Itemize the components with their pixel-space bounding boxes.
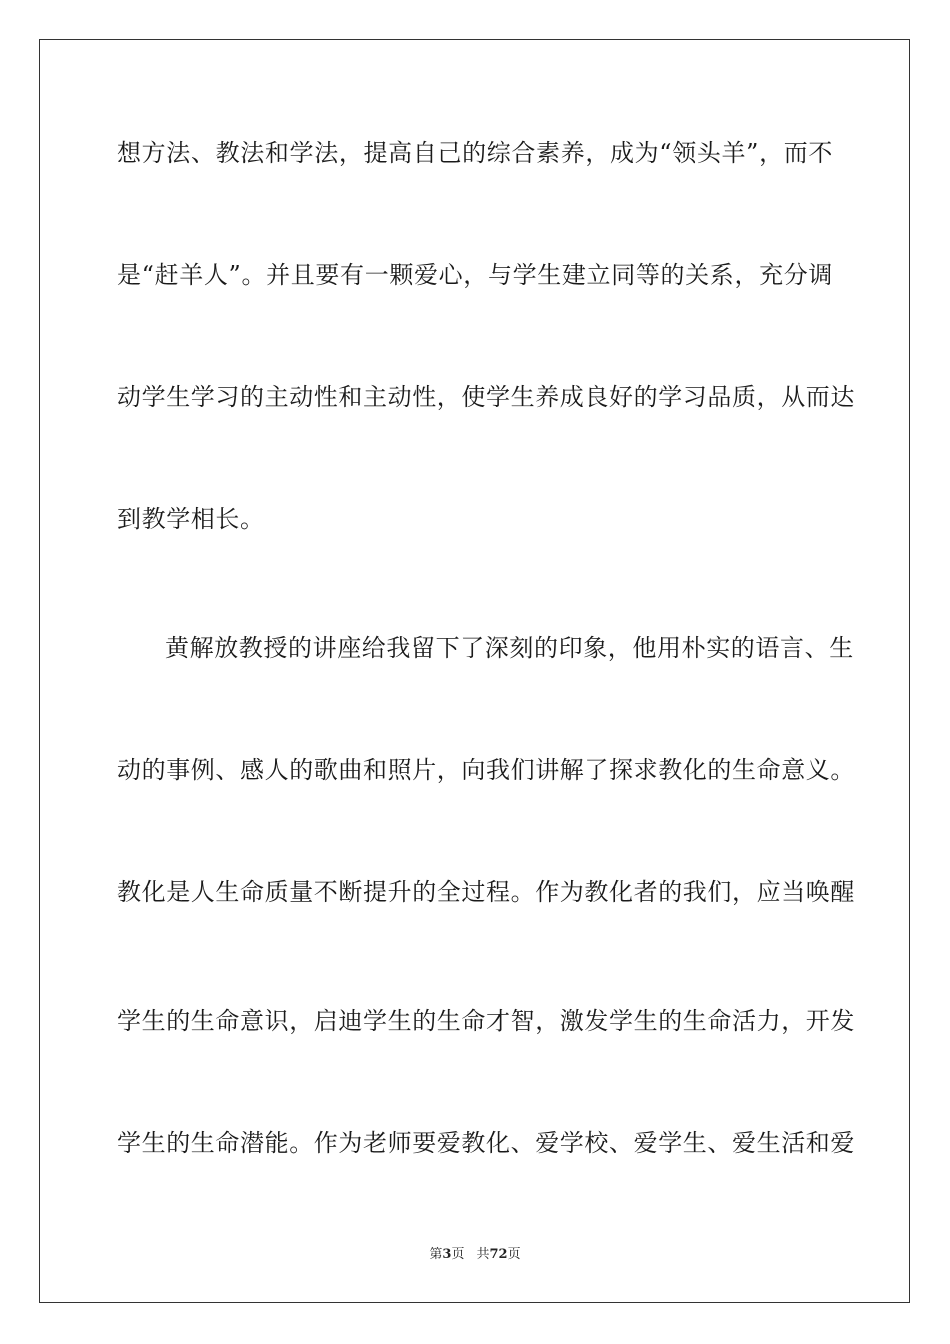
page-border xyxy=(39,39,910,1303)
total-suffix: 页 xyxy=(507,1247,521,1262)
body-text-line-7: 教化是人生命质量不断提升的全过程。作为教化者的我们，应当唤醒 xyxy=(117,878,855,906)
current-page-number: 3 xyxy=(442,1247,452,1262)
page-prefix: 第 xyxy=(429,1247,443,1262)
body-text-line-3: 动学生学习的主动性和主动性，使学生养成良好的学习品质，从而达 xyxy=(117,383,855,411)
total-page-count: 72 xyxy=(489,1247,508,1262)
body-text-line-1: 想方法、教法和学法，提高自己的综合素养，成为“领头羊”，而不 xyxy=(117,139,833,167)
page-footer xyxy=(0,1246,950,1264)
page-suffix: 页 xyxy=(451,1247,465,1262)
body-text-line-9: 学生的生命潜能。作为老师要爱教化、爱学校、爱学生、爱生活和爱 xyxy=(117,1129,855,1157)
body-text-line-2: 是“赶羊人”。并且要有一颗爱心，与学生建立同等的关系，充分调 xyxy=(117,261,833,289)
body-text-line-4: 到教学相长。 xyxy=(117,505,265,533)
body-text-line-6: 动的事例、感人的歌曲和照片，向我们讲解了探求教化的生命意义。 xyxy=(117,756,855,784)
total-prefix: 共 xyxy=(476,1247,490,1262)
body-text-line-5-paragraph-start: 黄解放教授的讲座给我留下了深刻的印象，他用朴实的语言、生 xyxy=(165,634,854,662)
body-text-line-8: 学生的生命意识，启迪学生的生命才智，激发学生的生命活力，开发 xyxy=(117,1007,855,1035)
